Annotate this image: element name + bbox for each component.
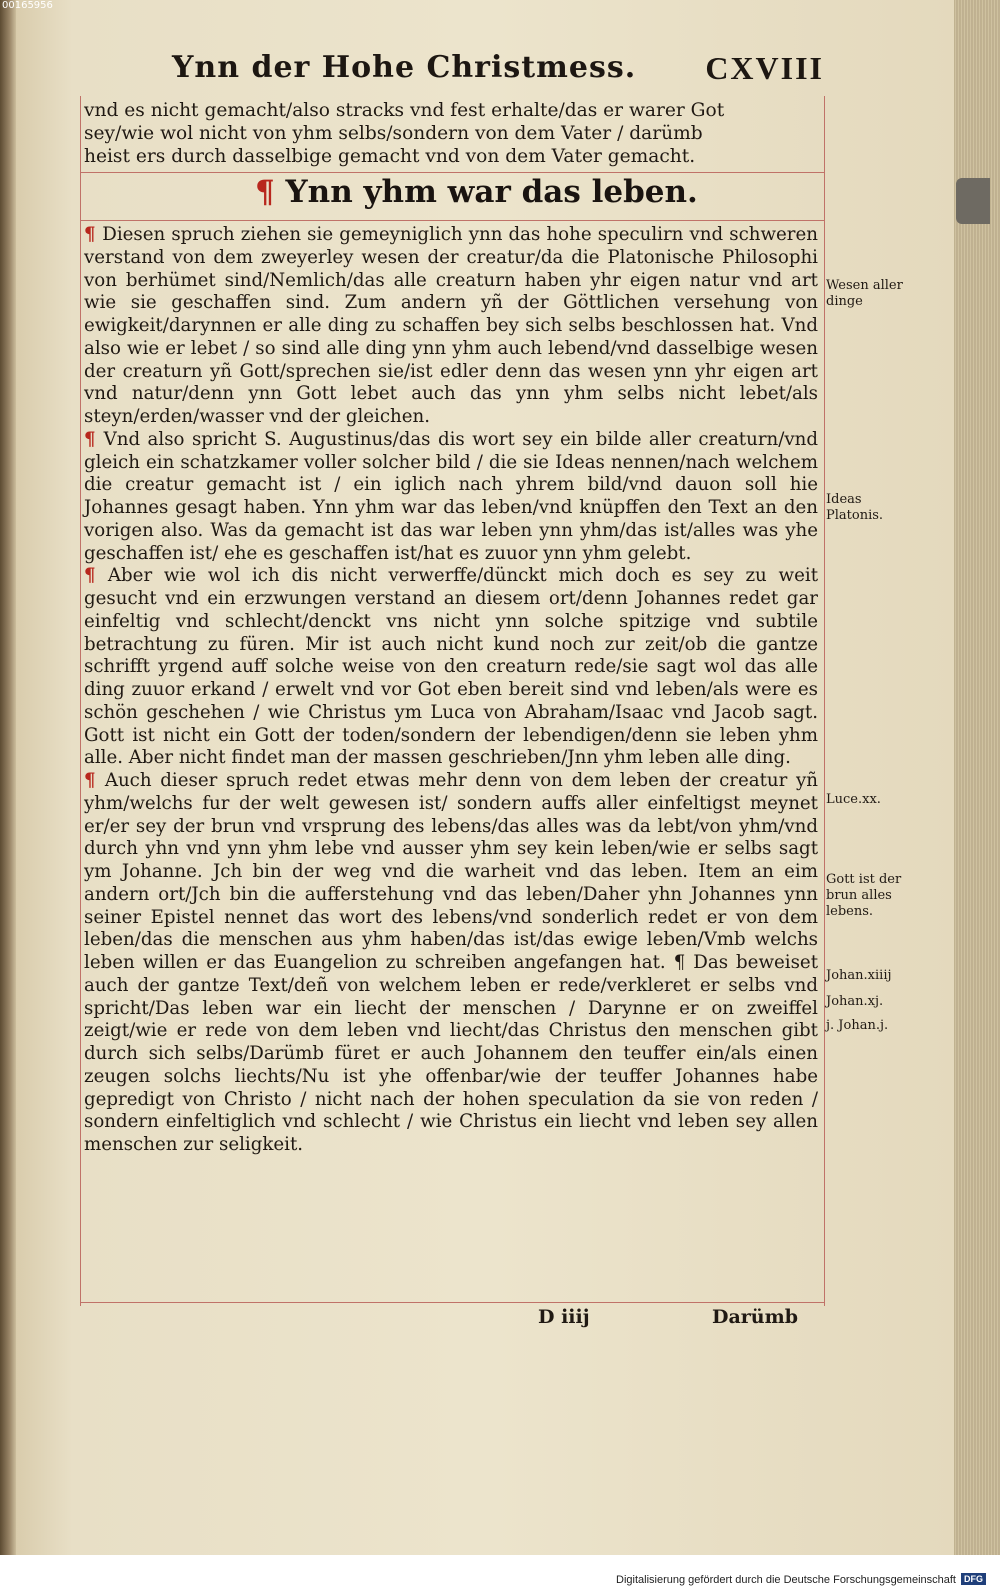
- image-id-label: 00165956: [2, 0, 53, 11]
- folio-number: CXVIII: [705, 50, 824, 86]
- section-heading-text: Ynn yhm war das leben.: [285, 174, 698, 210]
- text-line: sey/wie wol nicht von yhm selbs/sondern von dem Vater / darümb: [84, 122, 703, 144]
- pilcrow-icon: ¶: [84, 428, 104, 450]
- marginal-note: Wesen aller dinge: [826, 278, 903, 309]
- paragraph-text: Auch dieser spruch redet etwas mehr denn von dem leben der creatur yñ yhm/welchs fur der welt gewesen ist/ sondern auffs aller einfeltigst meynet er/er sey der brun vnd vrsprung des lebens/das alles was da lebt/von yhm/vnd durch yhn vnd ynn yhm lebe vnd ausser yhm sey kein leben/wie er selbs sagt ym Johanne. Jch bin der weg vnd die warheit vnd das leben. Item an eim andern ort/Jch bin die aufferstehung vnd das leben/Daher yhn Johannes ynn seiner Epistel nennet das wort des lebens/vnd sonderlich redet er von dem leben/das die menschen aus yhm haben/das ist/das ewige leben/Vmb welchs leben willen er das Euangelion zu schreiben angefangen hat. ¶ Das beweiset auch der gantze Text/deñ von welchem leben er rede/verkleret er selbs vnd spricht/Das leben war ein liecht der menschen / Darynne er on zweiffel zeigt/wie er rede von dem leben vnd liecht/das Christus den menschen gibt durch sich selbs/Darümb füret er auch Johannem den teuffer ein/als einen zeugen solchs liechts/Nu ist yhe offenbar/wie der teuffer Johannes habe gepredigt von Christo / nicht nach der hohen speculation da sie von reden / sondern einfeltiglich vnd schlecht / wie Christus ein liecht vnd leben sey allen menschen zur seligkeit.: [84, 770, 819, 1155]
- marginal-note: Luce.xx.: [826, 792, 881, 807]
- section-heading: [255, 174, 698, 210]
- rule-heading-bottom: [80, 220, 824, 221]
- pilcrow-icon: ¶: [84, 224, 103, 245]
- text-line: vnd es nicht gemacht/also stracks vnd fest erhalte/das er warer Got: [84, 100, 725, 121]
- pilcrow-icon: ¶: [84, 770, 105, 791]
- text-line: heist ers durch dasselbige gemacht vnd von dem Vater gemacht.: [84, 145, 696, 167]
- paragraph-text: Aber wie wol ich dis nicht verwerffe/dünckt mich doch es sey zu weit gesucht vnd ein erzwungen verstand an diesem ort/denn Johannes redet gar einfeltig vnd schlecht/denckt vns nicht ynn solche spitzige vnd subtile betrachtung zu füren. Mir ist auch nicht kund noch zur zeit/ob die gantze schrifft yrgend auff solche weise von den creaturn rede/sie sagt wol das alle ding zuuor erkand / erwelt vnd vor Got eben bereit sind vnd leben/als were es schön geschehen / wie Christus ym Luca von Abraham/Isaac vnd Jacob sagt. Gott ist nicht ein Gott der toden/sondern der lebendigen/denn sie leben yhm alle. Aber nicht findet man der massen geschrieben/Jnn yhm leben alle ding.: [84, 565, 819, 769]
- paragraph-text: Vnd also spricht S. Augustinus/das dis wort sey ein bilde aller creaturn/vnd gleich ein schatzkamer voller solcher bild / die sie Ideas nennen/nach welchem die creatur gemacht ist / ein iglich nach yhrem bild/vnd dauon soll hie Johannes gesagt haben. Ynn yhm war das leben/vnd knüpffen den Text an den vorigen also. Was da gemacht ist das war leben ynn yhm/das ist/alles was yhe geschaffen ist/ ehe es geschaffen ist/hat es zuuor ynn yhm gelebt.: [84, 428, 818, 564]
- rule-right: [824, 96, 825, 1306]
- paragraph: [84, 770, 818, 1157]
- rule-bottom: [80, 1302, 824, 1303]
- running-title: Ynn der Hohe Christmess.: [172, 50, 637, 85]
- marginal-note: Johan.xj.: [826, 994, 884, 1009]
- marginal-note: Johan.xiiij: [826, 968, 892, 983]
- catchword: Darümb: [712, 1306, 799, 1328]
- marginal-note: Ideas Platonis.: [826, 492, 884, 523]
- rule-top: [80, 172, 824, 173]
- dfg-logo: DFG: [961, 1573, 986, 1585]
- paragraph: [84, 224, 818, 429]
- top-continuation: [84, 100, 824, 168]
- pilcrow-icon: ¶: [255, 174, 275, 210]
- signature-mark: D iiij: [538, 1306, 590, 1328]
- paragraph-text: Diesen spruch ziehen sie gemeyniglich ynn das hohe speculirn vnd schweren verstand von dem zweyerley wesen der creatur/da die Platonische Philosophi von berhümet sind/Nemlich/das alle creaturn haben yhr eigen natur vnd art wie sie geschaffen sind. Zum andern yñ der Göttlichen versehung von ewigkeit/darynnen er alle ding zu schaffen bey sich selbs beschlossen hat. Vnd also wie er lebet / so sind alle ding ynn yhm auch lebend/vnd dasselbige wesen der creaturn yñ Gott/sprechen sie/ist edler denn das wesen ynn yhr eigen art vnd natur/denn ynn Gott lebet auch das ynn yhm selbs nicht lebet/als steyn/erden/wasser vnd der gleichen.: [84, 224, 818, 427]
- body-text: [84, 224, 818, 1157]
- paragraph: [84, 565, 818, 770]
- marginal-note: j. Johan.j.: [826, 1018, 889, 1033]
- page-header: [172, 50, 824, 96]
- pilcrow-icon: ¶: [84, 565, 108, 587]
- bookmark-tab: [956, 178, 990, 224]
- marginal-note: Gott ist der brun alles lebens.: [826, 872, 902, 919]
- rule-left: [80, 96, 81, 1306]
- page-edges: [954, 0, 1000, 1555]
- footer-credit: Digitalisierung gefördert durch die Deutsche Forschungsgemeinschaft: [616, 1574, 956, 1586]
- paragraph: [84, 429, 818, 566]
- book-spine-edge: [0, 0, 16, 1587]
